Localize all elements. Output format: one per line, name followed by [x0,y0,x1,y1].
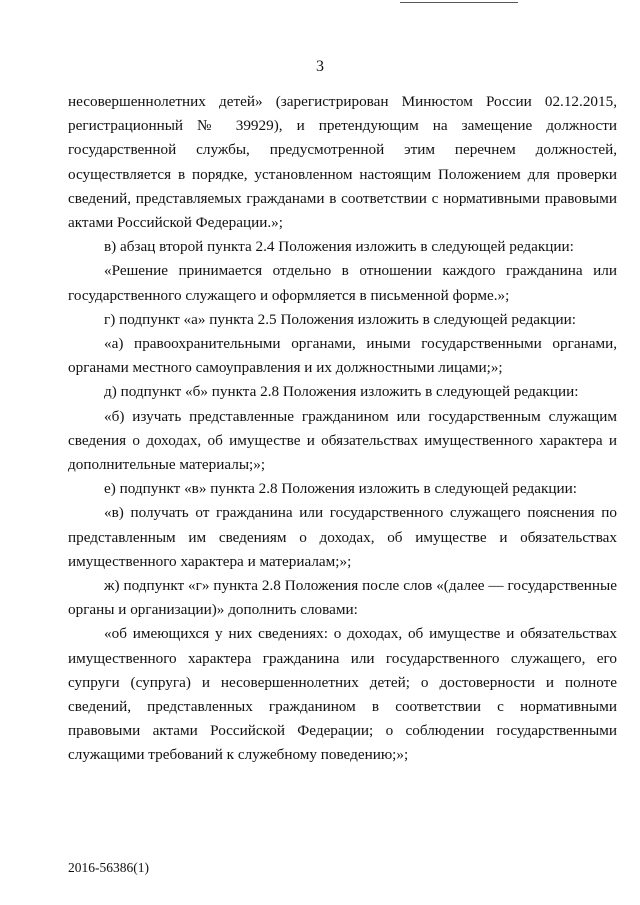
paragraph-item-d: д) подпункт «б» пункта 2.8 Положения изложить в следующей редакции: [104,383,579,401]
paragraph-quote-zh: «об имеющихся у них сведениях: о доходах, об имуществе и обязательствах имущественного характера гражданина или государственного служащего, его супруги (супруга) и несовершеннолетних детей; о достоверности и полноте сведений, представленных гражданином в соответствии с нормативными правовыми актами Российской Федерации; о соблюдении государственными служащими требований к служебному поведению;»; [68,625,617,764]
paragraph-quote-v: «Решение принимается отдельно в отношении каждого гражданина или государственного служащего и оформляется в письменной форме.»; [68,262,617,304]
paragraph-item-g: г) подпункт «а» пункта 2.5 Положения изложить в следующей редакции: [104,310,577,328]
document-body [68,90,617,768]
document-footer-code: 2016-56386(1) [68,860,149,875]
paragraph-continuation: несовершеннолетних детей» (зарегистрирован Минюстом России 02.12.2015, регистрационный № 39929), и претендующим на замещение должности государственной службы, предусмотренной этим перечнем должностей, осуществляется в порядке, установленном настоящим Положением для проверки сведений, представляемых гражданами в соответствии с нормативными правовыми актами Российской Федерации.»; [68,93,617,232]
paragraph-quote-d: «б) изучать представленные гражданином или государственным служащим сведения о доходах, об имуществе и обязательствах имущественного характера и дополнительные материалы;»; [68,407,617,474]
paragraph-quote-g: «а) правоохранительными органами, иными государственными органами, органами местного самоуправления и их должностными лицами;»; [68,335,617,377]
top-rule-line [400,2,518,3]
page-number: 3 [316,58,324,75]
paragraph-item-v: в) абзац второй пункта 2.4 Положения изложить в следующей редакции: [104,238,574,256]
paragraph-quote-e: «в) получать от гражданина или государственного служащего пояснения по представленным им сведениям о доходах, об имуществе и обязательствах имущественного характера и материалам;»; [68,504,617,570]
paragraph-item-e: е) подпункт «в» пункта 2.8 Положения изложить в следующей редакции: [104,480,577,498]
paragraph-item-zh: ж) подпункт «г» пункта 2.8 Положения после слов «(далее — государственные органы и организации)» дополнить словами: [68,577,617,619]
